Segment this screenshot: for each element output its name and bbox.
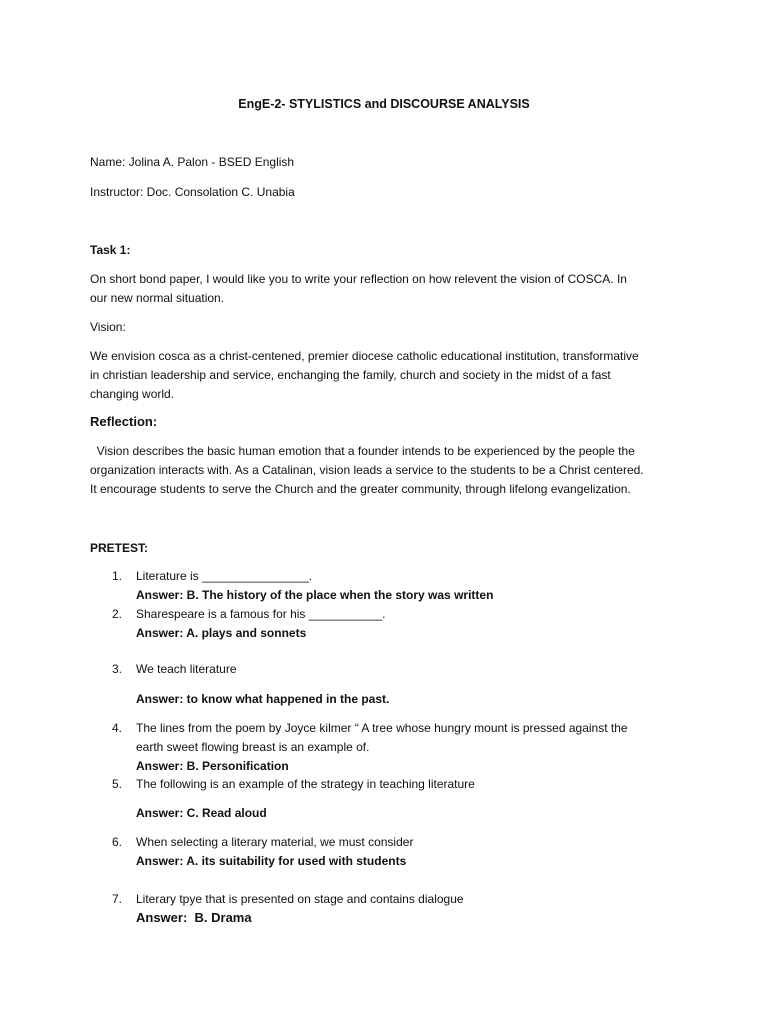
question-text: The following is an example of the strategy in teaching literature — [136, 777, 475, 791]
question-number: 5. — [112, 777, 123, 791]
answer-text: Answer: A. plays and sonnets — [136, 626, 307, 640]
question-number: 3. — [112, 662, 123, 676]
question-text: Literary tpye that is presented on stage and contains dialogue — [136, 892, 464, 906]
reflection-heading: Reflection: — [90, 414, 158, 429]
question-number: 7. — [112, 892, 123, 906]
question-number: 1. — [112, 569, 123, 583]
question-text: Literature is ________________. — [136, 569, 313, 583]
answer-text: Answer: C. Read aloud — [136, 806, 267, 820]
question-text: earth sweet flowing breast is an example of. — [136, 740, 370, 754]
question-text: We teach literature — [136, 662, 237, 676]
task-text-line: our new normal situation. — [90, 291, 225, 305]
question-number: 2. — [112, 607, 123, 621]
vision-heading: Vision: — [90, 320, 126, 334]
task-heading: Task 1: — [90, 243, 131, 257]
reflection-text-line: Vision describes the basic human emotion that a founder intends to be experienced by the people the — [90, 444, 635, 458]
instructor-line: Instructor: Doc. Consolation C. Unabia — [90, 185, 295, 199]
vision-text-line: in christian leadership and service, enchanging the family, church and society in the midst of a fast — [90, 368, 611, 382]
answer-text: Answer: B. Drama — [136, 910, 252, 925]
question-text: When selecting a literary material, we must consider — [136, 835, 414, 849]
pretest-heading: PRETEST: — [90, 541, 149, 555]
vision-text-line: We envision cosca as a christ-centened, premier diocese catholic educational institution, transformative — [90, 349, 639, 363]
answer-text: Answer: B. Personification — [136, 759, 289, 773]
question-text: The lines from the poem by Joyce kilmer “ A tree whose hungry mount is pressed against the — [136, 721, 628, 735]
answer-text: Answer: to know what happened in the past. — [136, 692, 390, 706]
student-name-line: Name: Jolina A. Palon - BSED English — [90, 155, 295, 169]
document-title: EngE-2- STYLISTICS and DISCOURSE ANALYSIS — [238, 97, 530, 111]
question-text: Sharespeare is a famous for his ___________. — [136, 607, 386, 621]
reflection-text-line: organization interacts with. As a Catalinan, vision leads a service to the students to be a Christ centered. — [90, 463, 644, 477]
answer-text: Answer: A. its suitability for used with students — [136, 854, 407, 868]
reflection-text-line: It encourage students to serve the Church and the greater community, through lifelong evangelization. — [90, 482, 631, 496]
task-text-line: On short bond paper, I would like you to write your reflection on how relevent the vision of COSCA. In — [90, 272, 627, 286]
vision-text-line: changing world. — [90, 387, 175, 401]
answer-text: Answer: B. The history of the place when the story was written — [136, 588, 494, 602]
question-number: 4. — [112, 721, 123, 735]
question-number: 6. — [112, 835, 123, 849]
